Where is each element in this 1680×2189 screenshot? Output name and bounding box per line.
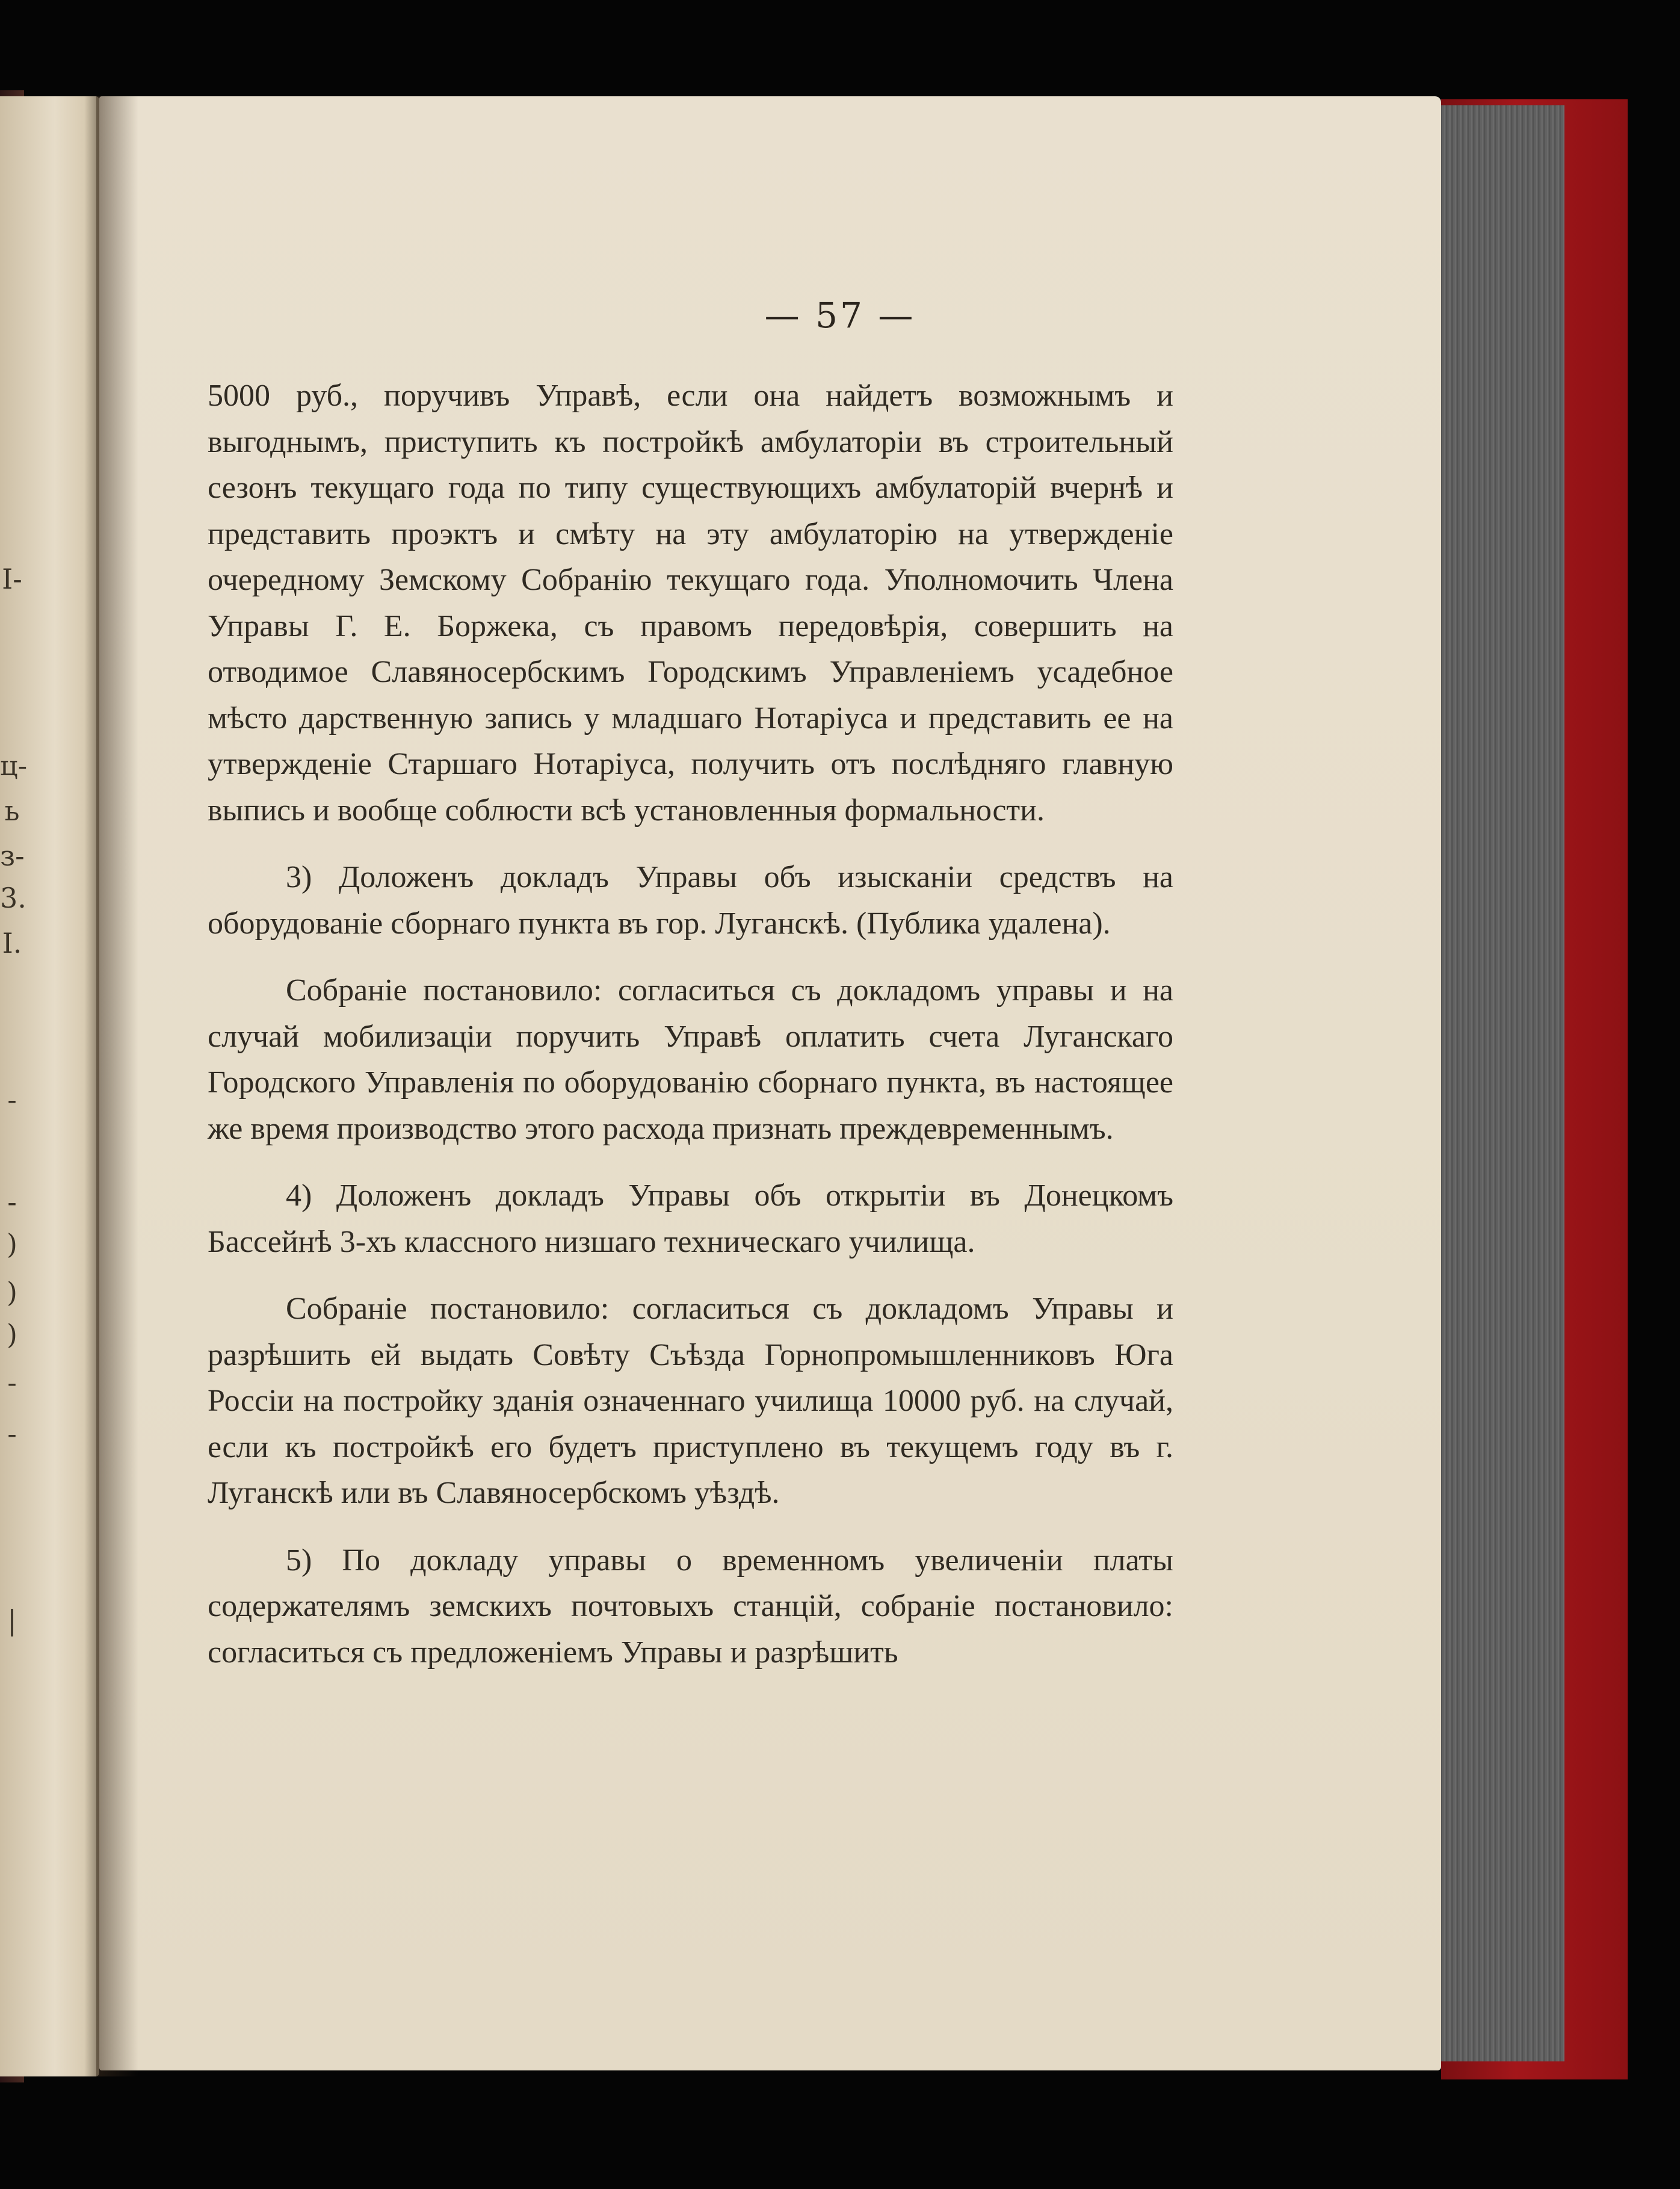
page-number: — 57 — xyxy=(764,295,916,336)
left-margin-glyph: 3. xyxy=(0,882,26,914)
left-margin-glyph: ) xyxy=(7,1276,17,1308)
page-edges xyxy=(1432,105,1564,2061)
left-margin-glyph: з- xyxy=(0,840,25,872)
left-margin-glyph: - xyxy=(7,1186,17,1218)
left-margin-glyph: ) xyxy=(7,1228,17,1260)
page-body-text xyxy=(208,373,1173,1697)
left-margin-glyph: ) xyxy=(7,1318,17,1351)
paragraph: 3) Доложенъ докладъ Управы объ изысканіи средствъ на оборудованіе сборнаго пункта въ гор. Луганскѣ. (Публика удалена). xyxy=(208,860,1173,941)
left-margin-glyph: I. xyxy=(2,927,22,959)
left-margin-glyph: - xyxy=(7,1417,17,1450)
left-margin-glyph: ц- xyxy=(0,749,28,782)
paragraph: 5000 руб., поручивъ Управѣ, если она найдетъ возможнымъ и выгоднымъ, приступить къ постройкѣ амбулаторіи въ строительный сезонъ текущаго года по типу существующихъ амбулаторій вчернѣ и представить проэктъ и смѣту на эту амбулаторію на утвержденіе очередному Земскому Собранію текущаго года. Уполномочить Члена Управы Г. Е. Боржека, съ правомъ передовѣрія, совершить на отводимое Славяносербскимъ Городскимъ Управленіемъ усадебное мѣсто дарственную запись у младшаго Нотаріуса и представить ее на утвержденіе Старшаго Нотаріуса, получить отъ послѣдняго главную выпись и вообще соблюсти всѣ установленныя формальности. xyxy=(208,379,1173,828)
gutter-shadow xyxy=(96,96,138,2076)
paragraph: 4) Доложенъ докладъ Управы объ открытіи въ Донецкомъ Бассейнѣ 3-хъ классного низшаго техническаго училища. xyxy=(208,1178,1173,1259)
left-margin-glyph: - xyxy=(7,1366,17,1399)
left-margin-glyph: | xyxy=(7,1604,17,1636)
left-margin-glyph: - xyxy=(7,1083,17,1116)
paragraph: Собраніе постановило: согласиться съ докладомъ Управы и разрѣшить ей выдать Совѣту Съѣзда Горнопромышленниковъ Юга Россіи на постройку зданія означеннаго училища 10000 руб. на случай, если къ постройкѣ его будетъ приступлено въ текущемъ году въ г. Луганскѣ или въ Славяносербскомъ уѣздѣ. xyxy=(208,1292,1173,1510)
paragraph: Собраніе постановило: согласиться съ докладомъ управы и на случай мобилизаціи поручить Управѣ оплатить счета Луганскаго Городского Управленія по оборудованію сборнаго пункта, въ настоящее же время производство этого расхода признать преждевременнымъ. xyxy=(208,973,1173,1146)
paragraph: 5) По докладу управы о временномъ увеличеніи платы содержателямъ земскихъ почтовыхъ станцій, собраніе постановило: согласиться съ предложеніемъ Управы и разрѣшить xyxy=(208,1543,1173,1670)
left-margin-glyph: I- xyxy=(2,563,22,595)
left-margin-glyph: ь xyxy=(4,794,20,827)
